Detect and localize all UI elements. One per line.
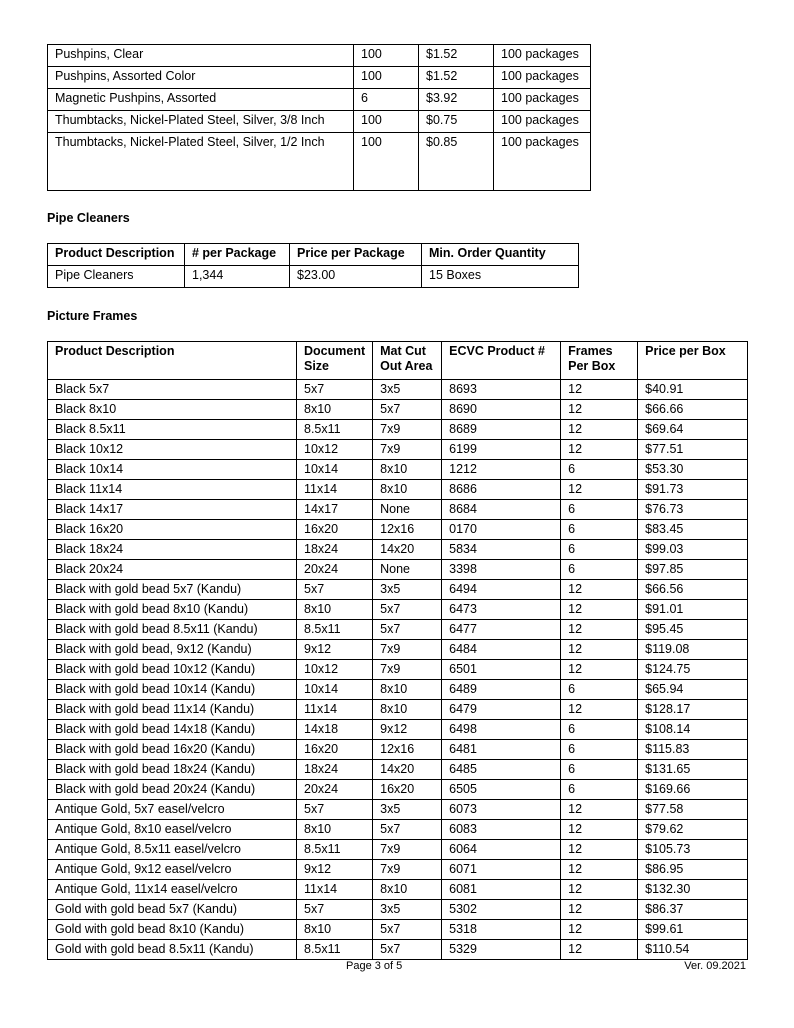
table-cell: 3x5 xyxy=(373,800,442,820)
table-cell: 8x10 xyxy=(373,480,442,500)
table-cell: 3x5 xyxy=(373,900,442,920)
table-cell: 12 xyxy=(561,400,638,420)
table-row xyxy=(48,880,748,900)
table-cell: $132.30 xyxy=(638,880,748,900)
table-cell: $91.01 xyxy=(638,600,748,620)
table-row xyxy=(48,740,748,760)
table-cell: 5x7 xyxy=(373,620,442,640)
table-row xyxy=(48,920,748,940)
table-cell: Black with gold bead 5x7 (Kandu) xyxy=(48,580,297,600)
table-cell: Black 11x14 xyxy=(48,480,297,500)
table-cell: 12 xyxy=(561,900,638,920)
pushpins-table xyxy=(47,44,591,191)
column-header: Product Description xyxy=(48,244,185,266)
table-cell: 11x14 xyxy=(297,880,373,900)
table-row xyxy=(48,89,591,111)
table-row xyxy=(48,720,748,740)
table-cell: 5x7 xyxy=(373,920,442,940)
table-row xyxy=(48,580,748,600)
table-cell: 12 xyxy=(561,880,638,900)
table-cell: 10x12 xyxy=(297,660,373,680)
table-cell: 100 xyxy=(354,67,419,89)
table-cell: 1,344 xyxy=(185,266,290,288)
table-cell: 5x7 xyxy=(297,380,373,400)
table-cell: 20x24 xyxy=(297,780,373,800)
table-cell: 1212 xyxy=(442,460,561,480)
table-cell: $1.52 xyxy=(419,45,494,67)
table-cell: $119.08 xyxy=(638,640,748,660)
table-row xyxy=(48,460,748,480)
table-cell: 8x10 xyxy=(297,600,373,620)
table-cell: 6081 xyxy=(442,880,561,900)
table-cell: $124.75 xyxy=(638,660,748,680)
column-header: Document Size xyxy=(297,342,373,380)
table-cell: 6 xyxy=(561,760,638,780)
table-row xyxy=(48,380,748,400)
table-row xyxy=(48,400,748,420)
table-cell: 6 xyxy=(561,780,638,800)
table-row xyxy=(48,440,748,460)
table-cell: $53.30 xyxy=(638,460,748,480)
table-cell: 5302 xyxy=(442,900,561,920)
pipe-cleaners-heading: Pipe Cleaners xyxy=(47,211,130,225)
table-cell: Pipe Cleaners xyxy=(48,266,185,288)
table-cell: 5x7 xyxy=(373,820,442,840)
table-cell: 8x10 xyxy=(373,680,442,700)
version-label: Ver. 09.2021 xyxy=(684,960,746,972)
table-cell: Pushpins, Assorted Color xyxy=(48,67,354,89)
table-cell: 6 xyxy=(561,520,638,540)
table-cell: $108.14 xyxy=(638,720,748,740)
table-cell: 18x24 xyxy=(297,760,373,780)
table-cell: 16x20 xyxy=(297,520,373,540)
table-cell: $99.03 xyxy=(638,540,748,560)
column-header: Mat Cut Out Area xyxy=(373,342,442,380)
table-row xyxy=(48,266,579,288)
table-cell: 6071 xyxy=(442,860,561,880)
table-cell: 12x16 xyxy=(373,740,442,760)
table-cell: $69.64 xyxy=(638,420,748,440)
table-cell: 5x7 xyxy=(373,940,442,960)
table-cell: 100 packages xyxy=(494,67,591,89)
table-cell: Antique Gold, 11x14 easel/velcro xyxy=(48,880,297,900)
table-cell: 6498 xyxy=(442,720,561,740)
table-cell: Gold with gold bead 8x10 (Kandu) xyxy=(48,920,297,940)
table-cell: 5x7 xyxy=(373,600,442,620)
table-row xyxy=(48,860,748,880)
table-cell: 8689 xyxy=(442,420,561,440)
table-cell: 8x10 xyxy=(297,820,373,840)
table-cell: 7x9 xyxy=(373,440,442,460)
table-cell: 8686 xyxy=(442,480,561,500)
table-cell: 8.5x11 xyxy=(297,420,373,440)
table-cell: Gold with gold bead 5x7 (Kandu) xyxy=(48,900,297,920)
table-cell: 7x9 xyxy=(373,640,442,660)
table-cell: $23.00 xyxy=(290,266,422,288)
table-cell: 12 xyxy=(561,640,638,660)
table-cell: 6501 xyxy=(442,660,561,680)
table-cell: 14x18 xyxy=(297,720,373,740)
table-cell: $1.52 xyxy=(419,67,494,89)
table-cell: 6 xyxy=(561,720,638,740)
page-number: Page 3 of 5 xyxy=(346,960,403,972)
table-cell: Black 18x24 xyxy=(48,540,297,560)
table-cell: 12 xyxy=(561,480,638,500)
table-cell: 6477 xyxy=(442,620,561,640)
table-cell: 8690 xyxy=(442,400,561,420)
table-cell: 8x10 xyxy=(297,400,373,420)
table-cell: Black 8x10 xyxy=(48,400,297,420)
table-cell: 6 xyxy=(561,740,638,760)
table-cell: 6505 xyxy=(442,780,561,800)
table-row xyxy=(48,111,591,133)
table-row xyxy=(48,45,591,67)
table-cell: 14x17 xyxy=(297,500,373,520)
column-header: Frames Per Box xyxy=(561,342,638,380)
table-cell: None xyxy=(373,500,442,520)
table-row xyxy=(48,420,748,440)
table-cell: 6481 xyxy=(442,740,561,760)
table-cell: 6 xyxy=(561,680,638,700)
table-cell: 6489 xyxy=(442,680,561,700)
table-row xyxy=(48,520,748,540)
table-cell: 12 xyxy=(561,580,638,600)
table-cell: $66.66 xyxy=(638,400,748,420)
table-cell: 100 packages xyxy=(494,111,591,133)
table-cell: 100 packages xyxy=(494,89,591,111)
table-row xyxy=(48,760,748,780)
table-cell: $97.85 xyxy=(638,560,748,580)
table-cell: Black 8.5x11 xyxy=(48,420,297,440)
table-row xyxy=(48,67,591,89)
table-cell: Black 10x12 xyxy=(48,440,297,460)
picture-frames-table xyxy=(47,341,748,960)
table-cell: 12 xyxy=(561,940,638,960)
table-cell: Thumbtacks, Nickel-Plated Steel, Silver, 3/8 Inch xyxy=(48,111,354,133)
table-cell: Black with gold bead 10x14 (Kandu) xyxy=(48,680,297,700)
column-header: # per Package xyxy=(185,244,290,266)
table-row xyxy=(48,800,748,820)
table-cell: 6 xyxy=(561,540,638,560)
table-cell: 11x14 xyxy=(297,700,373,720)
table-cell: Antique Gold, 8x10 easel/velcro xyxy=(48,820,297,840)
table-cell: 6485 xyxy=(442,760,561,780)
column-header: Product Description xyxy=(48,342,297,380)
table-cell: 12 xyxy=(561,620,638,640)
table-cell: 5x7 xyxy=(373,400,442,420)
table-cell: Black with gold bead 8x10 (Kandu) xyxy=(48,600,297,620)
table-cell: 6494 xyxy=(442,580,561,600)
table-cell: 9x12 xyxy=(373,720,442,740)
table-cell: Black with gold bead 20x24 (Kandu) xyxy=(48,780,297,800)
table-cell: 12 xyxy=(561,700,638,720)
table-cell: 8.5x11 xyxy=(297,620,373,640)
picture-frames-table-body xyxy=(48,380,748,960)
table-cell: 20x24 xyxy=(297,560,373,580)
table-cell: 0170 xyxy=(442,520,561,540)
table-cell: 3x5 xyxy=(373,580,442,600)
table-cell: Black 10x14 xyxy=(48,460,297,480)
table-cell: $66.56 xyxy=(638,580,748,600)
table-cell: Black 20x24 xyxy=(48,560,297,580)
table-cell: $77.51 xyxy=(638,440,748,460)
table-cell: Antique Gold, 5x7 easel/velcro xyxy=(48,800,297,820)
pipe-cleaners-table xyxy=(47,243,579,288)
table-cell: $65.94 xyxy=(638,680,748,700)
table-cell: 100 xyxy=(354,133,419,191)
table-cell: Black with gold bead 18x24 (Kandu) xyxy=(48,760,297,780)
table-cell: 6484 xyxy=(442,640,561,660)
table-cell: $86.37 xyxy=(638,900,748,920)
table-cell: 8693 xyxy=(442,380,561,400)
table-cell: $131.65 xyxy=(638,760,748,780)
table-row xyxy=(48,660,748,680)
column-header: Price per Box xyxy=(638,342,748,380)
table-cell: 6479 xyxy=(442,700,561,720)
table-row xyxy=(48,640,748,660)
table-cell: 8x10 xyxy=(297,920,373,940)
table-row xyxy=(48,680,748,700)
table-cell: 7x9 xyxy=(373,660,442,680)
table-cell: Black with gold bead, 9x12 (Kandu) xyxy=(48,640,297,660)
table-cell: 5x7 xyxy=(297,580,373,600)
table-cell: 18x24 xyxy=(297,540,373,560)
table-cell: 7x9 xyxy=(373,860,442,880)
table-cell: 12 xyxy=(561,840,638,860)
column-header: ECVC Product # xyxy=(442,342,561,380)
table-cell: $79.62 xyxy=(638,820,748,840)
table-cell: 100 xyxy=(354,45,419,67)
pipe-cleaners-table-body xyxy=(48,266,579,288)
table-cell: 12 xyxy=(561,820,638,840)
table-cell: Antique Gold, 9x12 easel/velcro xyxy=(48,860,297,880)
table-cell: 100 packages xyxy=(494,45,591,67)
table-cell: $76.73 xyxy=(638,500,748,520)
table-cell: Black 14x17 xyxy=(48,500,297,520)
table-cell: $86.95 xyxy=(638,860,748,880)
table-cell: 100 xyxy=(354,111,419,133)
table-cell: 8x10 xyxy=(373,460,442,480)
table-cell: 10x14 xyxy=(297,460,373,480)
table-cell: $169.66 xyxy=(638,780,748,800)
table-cell: Black with gold bead 16x20 (Kandu) xyxy=(48,740,297,760)
table-cell: Black with gold bead 8.5x11 (Kandu) xyxy=(48,620,297,640)
table-cell: 14x20 xyxy=(373,540,442,560)
picture-frames-heading: Picture Frames xyxy=(47,309,138,323)
table-cell: 7x9 xyxy=(373,840,442,860)
table-cell: 6 xyxy=(561,460,638,480)
table-row xyxy=(48,480,748,500)
table-cell: 5x7 xyxy=(297,800,373,820)
table-cell: 12 xyxy=(561,600,638,620)
table-cell: 6073 xyxy=(442,800,561,820)
table-cell: 8x10 xyxy=(373,700,442,720)
table-row xyxy=(48,940,748,960)
table-cell: 5318 xyxy=(442,920,561,940)
table-cell: $105.73 xyxy=(638,840,748,860)
table-cell: $95.45 xyxy=(638,620,748,640)
table-cell: 9x12 xyxy=(297,860,373,880)
table-cell: Antique Gold, 8.5x11 easel/velcro xyxy=(48,840,297,860)
table-cell: $3.92 xyxy=(419,89,494,111)
table-cell: Black with gold bead 14x18 (Kandu) xyxy=(48,720,297,740)
table-cell: 12 xyxy=(561,380,638,400)
table-cell: 5834 xyxy=(442,540,561,560)
table-cell: $0.85 xyxy=(419,133,494,191)
table-row xyxy=(48,780,748,800)
table-cell: $83.45 xyxy=(638,520,748,540)
table-cell: Pushpins, Clear xyxy=(48,45,354,67)
table-cell: 10x12 xyxy=(297,440,373,460)
table-cell: $115.83 xyxy=(638,740,748,760)
table-cell: 12 xyxy=(561,440,638,460)
table-cell: 8x10 xyxy=(373,880,442,900)
table-cell: 100 packages xyxy=(494,133,591,191)
table-cell: 12 xyxy=(561,660,638,680)
table-cell: Magnetic Pushpins, Assorted xyxy=(48,89,354,111)
table-cell: 15 Boxes xyxy=(422,266,579,288)
table-cell: $110.54 xyxy=(638,940,748,960)
table-cell: 7x9 xyxy=(373,420,442,440)
table-row xyxy=(48,133,591,191)
table-cell: 8.5x11 xyxy=(297,840,373,860)
table-cell: Black with gold bead 11x14 (Kandu) xyxy=(48,700,297,720)
table-cell: 5329 xyxy=(442,940,561,960)
table-cell: 12 xyxy=(561,860,638,880)
table-cell: 5x7 xyxy=(297,900,373,920)
table-cell: Thumbtacks, Nickel-Plated Steel, Silver, 1/2 Inch xyxy=(48,133,354,191)
table-row xyxy=(48,900,748,920)
table-cell: $128.17 xyxy=(638,700,748,720)
table-cell: $77.58 xyxy=(638,800,748,820)
table-cell: 6064 xyxy=(442,840,561,860)
table-cell: 12x16 xyxy=(373,520,442,540)
table-cell: 14x20 xyxy=(373,760,442,780)
table-cell: 3x5 xyxy=(373,380,442,400)
table-row xyxy=(48,620,748,640)
table-row xyxy=(48,600,748,620)
table-cell: Black 16x20 xyxy=(48,520,297,540)
table-cell: 12 xyxy=(561,920,638,940)
table-header-row xyxy=(48,244,579,266)
table-cell: 8.5x11 xyxy=(297,940,373,960)
table-cell: 6 xyxy=(561,500,638,520)
table-cell: 12 xyxy=(561,420,638,440)
table-cell: Black with gold bead 10x12 (Kandu) xyxy=(48,660,297,680)
table-row xyxy=(48,540,748,560)
table-cell: 16x20 xyxy=(373,780,442,800)
pushpins-table-body xyxy=(48,45,591,191)
column-header: Min. Order Quantity xyxy=(422,244,579,266)
table-cell: Black 5x7 xyxy=(48,380,297,400)
table-cell: 6083 xyxy=(442,820,561,840)
table-cell: Gold with gold bead 8.5x11 (Kandu) xyxy=(48,940,297,960)
table-cell: 3398 xyxy=(442,560,561,580)
table-row xyxy=(48,560,748,580)
table-cell: 9x12 xyxy=(297,640,373,660)
table-header-row xyxy=(48,342,748,380)
table-cell: $91.73 xyxy=(638,480,748,500)
column-header: Price per Package xyxy=(290,244,422,266)
table-cell: 6199 xyxy=(442,440,561,460)
table-cell: 12 xyxy=(561,800,638,820)
table-cell: 10x14 xyxy=(297,680,373,700)
table-cell: 8684 xyxy=(442,500,561,520)
table-row xyxy=(48,820,748,840)
table-cell: 6473 xyxy=(442,600,561,620)
table-cell: 6 xyxy=(561,560,638,580)
table-cell: None xyxy=(373,560,442,580)
table-row xyxy=(48,700,748,720)
table-cell: 16x20 xyxy=(297,740,373,760)
table-cell: $40.91 xyxy=(638,380,748,400)
table-cell: 6 xyxy=(354,89,419,111)
table-row xyxy=(48,840,748,860)
table-cell: 11x14 xyxy=(297,480,373,500)
table-row xyxy=(48,500,748,520)
table-cell: $0.75 xyxy=(419,111,494,133)
table-cell: $99.61 xyxy=(638,920,748,940)
